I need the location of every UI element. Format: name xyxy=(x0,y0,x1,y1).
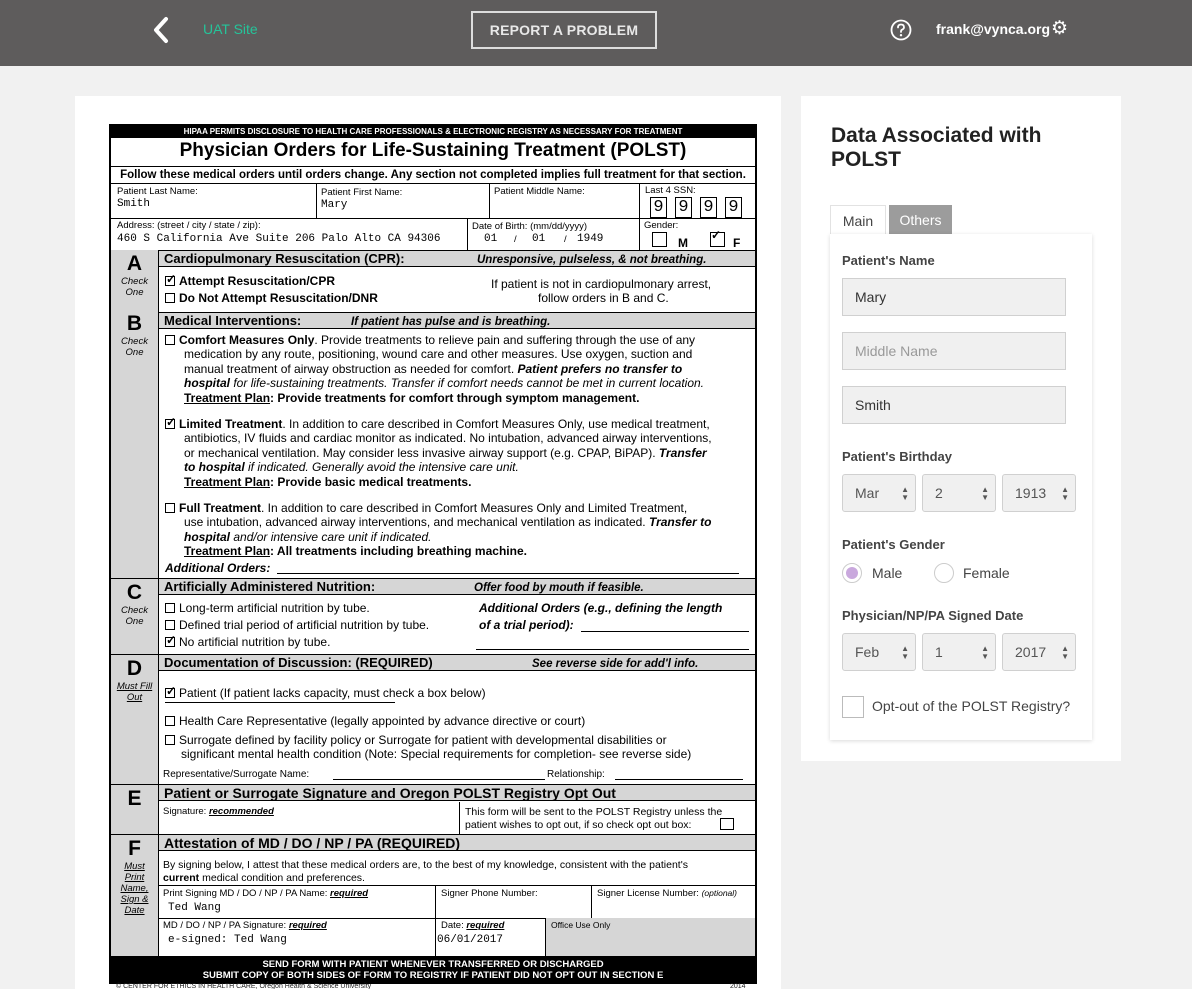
dob-yyyy: 1949 xyxy=(577,233,604,245)
discussion-patient-option: ✓Patient (If patient lacks capacity, must check a box below) xyxy=(165,686,486,700)
cpr-dnr-option: Do Not Attempt Resuscitation/DNR xyxy=(165,291,378,305)
form-footer-right: 2014 xyxy=(730,983,746,989)
top-bar xyxy=(0,0,1192,66)
nutrition-none-option: ✓No artificial nutrition by tube. xyxy=(165,635,330,649)
section-d-letter: D Must Fill Out xyxy=(111,654,159,784)
user-email[interactable]: frank@vynca.org xyxy=(936,21,1051,37)
attestation-text-2: current medical condition and preferences. xyxy=(163,872,365,884)
gender-male-radio[interactable] xyxy=(842,563,862,583)
birthday-year-select[interactable]: 1913 ▲ ▼ xyxy=(1002,474,1076,512)
date-label: Date: required xyxy=(441,920,505,931)
print-name-value: Ted Wang xyxy=(168,902,221,914)
ssn-digit: 9 xyxy=(650,197,667,218)
gender-label: Patient's Gender xyxy=(842,537,945,552)
last-name-input[interactable] xyxy=(842,386,1066,424)
hipaa-banner: HIPAA PERMITS DISCLOSURE TO HEALTH CARE PROFESSIONALS & ELECTRONIC REGISTRY AS NECESSARY FOR TREATMENT xyxy=(111,126,755,138)
section-b-header: Medical Interventions: If patient has pulse and is breathing. xyxy=(159,312,755,329)
help-icon[interactable] xyxy=(890,19,912,41)
print-name-label: Print Signing MD / DO / NP / PA Name: required xyxy=(163,888,369,899)
date-value: 06/01/2017 xyxy=(437,934,504,946)
patient-name-label: Patient's Name xyxy=(842,253,935,268)
form-footer-left: © CENTER FOR ETHICS IN HEALTH CARE, Oregon Health & Science University xyxy=(116,983,372,989)
section-e-header: Patient or Surrogate Signature and Oregon POLST Registry Opt Out xyxy=(159,784,755,801)
first-name-label: Patient First Name: xyxy=(321,187,403,198)
signer-license-label: Signer License Number: (optional) xyxy=(597,888,737,899)
first-name-value: Mary xyxy=(321,199,348,211)
signed-month-select[interactable]: Feb ▲ ▼ xyxy=(842,633,916,671)
dob-dd: 01 xyxy=(532,233,546,245)
office-use-box: Office Use Only xyxy=(545,918,755,956)
address-value: 460 S California Ave Suite 206 Palo Alto CA 94306 xyxy=(117,233,441,245)
gender-female-radio[interactable] xyxy=(934,563,954,583)
relationship-label: Relationship: xyxy=(547,769,605,780)
gender-f-checkbox xyxy=(710,232,725,247)
signed-date-label: Physician/NP/PA Signed Date xyxy=(842,608,1024,623)
section-a-header: Cardiopulmonary Resuscitation (CPR): Unresponsive, pulseless, & not breathing. xyxy=(159,250,755,267)
section-a-letter: A Check One xyxy=(111,250,159,310)
select-arrows-icon: ▲ ▼ xyxy=(1061,644,1069,661)
dob-mm: 01 xyxy=(484,233,498,245)
back-chevron-icon[interactable] xyxy=(150,16,174,44)
nutrition-additional-1: Additional Orders (e.g., defining the length xyxy=(479,601,723,615)
tab-main[interactable]: Main xyxy=(830,205,886,235)
address-label: Address: (street / city / state / zip): xyxy=(117,220,261,231)
signature-value: e-signed: Ted Wang xyxy=(168,934,287,946)
last-name-value: Smith xyxy=(117,198,151,210)
form-subtitle: Follow these medical orders until orders change. Any section not completed implies full treatment for that section. xyxy=(111,166,755,184)
select-arrows-icon: ▲ ▼ xyxy=(1061,485,1069,502)
patient-signature-label: Signature: recommended xyxy=(163,806,274,817)
gender-m-label: M xyxy=(678,236,688,250)
section-e-letter: E xyxy=(111,784,159,834)
first-name-input[interactable] xyxy=(842,278,1066,316)
section-d-header: Documentation of Discussion: (REQUIRED) See reverse side for add'l info. xyxy=(159,654,755,671)
birthday-month-select[interactable]: Mar ▲ ▼ xyxy=(842,474,916,512)
section-a-note-1: If patient is not in cardiopulmonary arrest, xyxy=(491,277,712,291)
ssn-label: Last 4 SSN: xyxy=(645,185,696,196)
middle-name-input[interactable] xyxy=(842,332,1066,370)
tab-others[interactable]: Others xyxy=(889,205,952,235)
section-f-header: Attestation of MD / DO / NP / PA (REQUIRED) xyxy=(159,834,755,851)
signer-phone-label: Signer Phone Number: xyxy=(441,888,538,899)
section-a-note-2: follow orders in B and C. xyxy=(538,291,669,305)
registry-optout-text-1: This form will be sent to the POLST Registry unless the xyxy=(465,806,723,818)
discussion-representative-option: Health Care Representative (legally appointed by advance directive or court) xyxy=(165,714,585,728)
birthday-label: Patient's Birthday xyxy=(842,449,953,464)
full-treatment-option: Full Treatment. In addition to care described in Comfort Measures Only and Limited Treatment, use intubation, advanced airway interventions, and mechanical ventilation as indicated. Transfer to hospital and/or intensive care unit if indicated. Treatment Plan: All treatments including breathing machine. xyxy=(165,501,751,559)
cpr-attempt-option: ✓Attempt Resuscitation/CPR xyxy=(165,274,335,288)
last-name-label: Patient Last Name: xyxy=(117,186,198,197)
panel-title: Data Associated with POLST xyxy=(831,124,1042,171)
signed-year-select[interactable]: 2017 ▲ ▼ xyxy=(1002,633,1076,671)
gender-label: Gender: xyxy=(644,220,679,231)
ssn-digit: 9 xyxy=(700,197,717,218)
birthday-day-select[interactable]: 2 ▲ ▼ xyxy=(922,474,996,512)
middle-name-label: Patient Middle Name: xyxy=(494,186,585,197)
form-title: Physician Orders for Life-Sustaining Treatment (POLST) xyxy=(179,140,687,161)
polst-form-image: HIPAA PERMITS DISCLOSURE TO HEALTH CARE PROFESSIONALS & ELECTRONIC REGISTRY AS NECESSARY FOR TREATMENT Physician Orders for Life-Sustaining Treatment (POLST) Follow these medical orders until orders change. Any section not completed implies full treatment for that section. Patient Last Name: Smith Patient First Name: Mary Patient Middle Name: Last 4 SSN: 9 9 9 9 Address: (street / city / state / zip): 460 S California Ave Suite 206 Palo Alto CA 94306 Date of Birth: (mm/dd/yyyy) 01 / 01 / 1949 Gender: M ✓ F A Check One Cardiopulmonary Resuscitation (CPR): Unresponsive, pulseless, & not breathing. ✓Attempt Resuscitation/CPR Do Not Attempt Resuscitation/DNR If patient is not in cardiopulmonary arrest, follow orders in B and C. B Check One Medical Interventions: If patient has pulse and is breathing. Comfort Measures Only. Provide treatments to relieve pain and suffering through the use of any medication by any route, positioning, wound care and other measures. Use oxygen, suction and manual treatment of airway obstruction as needed for comfort. Patient prefers no transfer to hospital for life-sustaining treatments. Transfer if comfort needs cannot be met in current location. Treatment Plan: Provide treatments for comfort through symptom management. ✓Limited Treatment. In addition to care described in Comfort Measures Only, use medical treatment, antibiotics, IV fluids and cardiac monitor as indicated. No intubation, advanced airway interventions, or mechanical ventilation. May consider less invasive airway support (e.g. CPAP, BiPAP). Transfer to hospital if indicated. Generally avoid the intensive care unit. Treatment Plan: Provide basic medical treatments. Full Treatment. In addition to care described in Comfort Measures Only and Limited Treatment, use intubation, advanced airway interventions, and mechanical ventilation as indicated. Transfer to hospital and/or intensive care unit if indicated. Treatment Plan: All treatments including breathing machine. Additional Orders: C Check One Artificially Administered Nutrition: Offer food by mouth if feasible. Long-term artificial nutrition by tube. Defined trial period of artificial nutrition by tube. ✓No artificial nutrition by tube. Additional Orders (e.g., defining the length of a trial period): D Must Fill Out Documentation of Discussion: (REQUIRED) See reverse side for add'l info. ✓Patient (If patient lacks capacity, must check a box below) Health Care Representative (legally appointed by advance directive or court) Surrogate defined by facility policy or Surrogate for patient with developmental disabilities or significant mental health condition (Note: Special requirements for completion- see reverse side) Representative/Surrogate Name: Relationship: E Patient or Surrogate Signature and Oregon POLST Registry Opt Out Signature: recommended This form will be sent to the POLST Registry unless the patient wishes to opt out, if so check opt out box: F Must Print Name, Sign & Date Attestation of MD / DO / NP / PA (REQUIRED) By signing below, I attest that these medical orders are, to the best of my knowledge, consistent with the patient's current medical condition and preferences. Print Signing MD / DO / NP / PA Name: required Ted Wang Signer Phone Number: Signer License Number: (optional) MD / DO / NP / PA Signature: required e-signed: Ted Wang Date: required 06/01/2017 Office Use Only SEND FORM WITH PATIENT WHENEVER TRANSFERRED OR DISCHARGED SUBMIT COPY OF BOTH SIDES OF FORM TO REGISTRY IF PATIENT DID NOT OPT OUT IN SECTION E xyxy=(109,124,757,984)
attestation-text-1: By signing below, I attest that these medical orders are, to the best of my knowledge, consistent with the patient's xyxy=(163,859,688,871)
select-arrows-icon: ▲ ▼ xyxy=(901,644,909,661)
select-arrows-icon: ▲ ▼ xyxy=(981,644,989,661)
select-arrows-icon: ▲ ▼ xyxy=(901,485,909,502)
dob-label: Date of Birth: (mm/dd/yyyy) xyxy=(472,221,588,232)
polst-document-viewer xyxy=(75,96,781,989)
select-arrows-icon: ▲ ▼ xyxy=(981,485,989,502)
signature-label: MD / DO / NP / PA Signature: required xyxy=(163,920,327,931)
section-c-header: Artificially Administered Nutrition: Offer food by mouth if feasible. xyxy=(159,578,755,595)
ssn-digit: 9 xyxy=(725,197,742,218)
limited-treatment-option: ✓Limited Treatment. In addition to care described in Comfort Measures Only, use medical treatment, antibiotics, IV fluids and cardiac monitor as indicated. No intubation, advanced airway interventions, or mechanical ventilation. May consider less invasive airway support (e.g. CPAP, BiPAP). Transfer to hospital if indicated. Generally avoid the intensive care unit. Treatment Plan: Provide basic medical treatments. xyxy=(165,417,751,489)
comfort-measures-option: Comfort Measures Only. Provide treatments to relieve pain and suffering through the use of any medication by any route, positioning, wound care and other measures. Use oxygen, suction and manual treatment of airway obstruction as needed for comfort. Patient prefers no transfer to hospital for life-sustaining treatments. Transfer if comfort needs cannot be met in current location. Treatment Plan: Provide treatments for comfort through symptom management. xyxy=(165,333,751,405)
gear-icon[interactable]: ⚙ xyxy=(1051,18,1069,39)
bottom-banner: SEND FORM WITH PATIENT WHENEVER TRANSFERRED OR DISCHARGED SUBMIT COPY OF BOTH SIDES OF FORM TO REGISTRY IF PATIENT DID NOT OPT OUT IN SECTION E xyxy=(111,956,755,984)
polst-data-panel xyxy=(801,96,1121,761)
site-link[interactable]: UAT Site xyxy=(203,21,258,37)
registry-optout-text-2: patient wishes to opt out, if so check opt out box: xyxy=(465,819,692,831)
gender-male-label: Male xyxy=(872,565,903,581)
discussion-surrogate-option: Surrogate defined by facility policy or Surrogate for patient with developmental disabilities or significant mental health condition (Note: Special requirements for completion- see reverse side) xyxy=(165,733,691,762)
section-c-letter: C Check One xyxy=(111,578,159,654)
gender-f-label: F xyxy=(733,236,741,250)
gender-female-label: Female xyxy=(963,565,1010,581)
signed-day-select[interactable]: 1 ▲ ▼ xyxy=(922,633,996,671)
report-problem-button[interactable]: REPORT A PROBLEM xyxy=(471,11,657,49)
additional-orders-b: Additional Orders: xyxy=(165,561,271,575)
ssn-digit: 9 xyxy=(675,197,692,218)
optout-checkbox[interactable] xyxy=(842,696,864,718)
section-b-letter: B Check One xyxy=(111,310,159,578)
representative-name-label: Representative/Surrogate Name: xyxy=(163,769,310,780)
nutrition-additional-2: of a trial period): xyxy=(479,618,574,632)
gender-m-checkbox xyxy=(652,232,667,247)
main-tab-panel xyxy=(830,234,1092,740)
optout-label: Opt-out of the POLST Registry? xyxy=(872,698,1071,714)
registry-optout-checkbox xyxy=(720,818,734,830)
nutrition-trial-option: Defined trial period of artificial nutrition by tube. xyxy=(165,618,429,632)
nutrition-long-term-option: Long-term artificial nutrition by tube. xyxy=(165,601,370,615)
section-f-letter: F Must Print Name, Sign & Date xyxy=(111,834,159,956)
